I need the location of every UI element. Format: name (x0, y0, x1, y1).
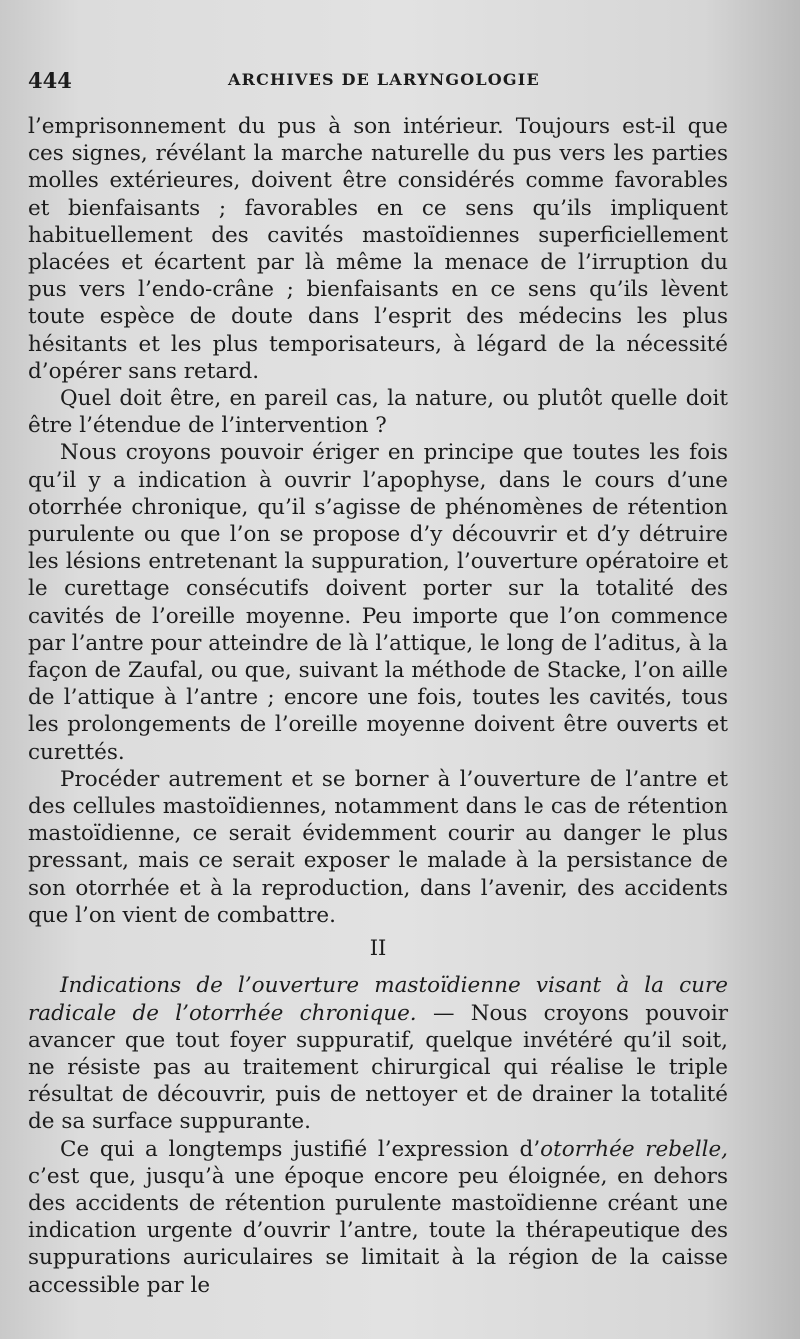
page-header (28, 68, 730, 92)
paragraph-6-text-b: c’est que, jusqu’à une époque encore peu éloignée, en dehors des accidents de rétention purulente mastoïdienne créant une indication urgente d’ouvrir l’antre, toute la thérapeutique des suppurations auriculaires se limitait à la région de la caisse accessible par le (28, 1163, 728, 1298)
paragraph-5-text: — Nous croyons pouvoir avancer que tout foyer suppuratif, quelque invétéré qu’il soit, ne résiste pas au traitement chirurgical qui réalise le triple résultat de découvrir, puis de nettoyer et de drainer la totalité de sa surface suppurante. (28, 1000, 728, 1135)
section-numeral: II (369, 936, 387, 961)
paragraph-1: l’emprisonnement du pus à son intérieur. Toujours est-il que ces signes, révélant la marche naturelle du pus vers les parties molles extérieures, doivent être considérés comme favorables et bienfaisants ; favorables en ce sens qu’ils impliquent habituellement des cavités mastoïdiennes superficiellement placées et écartent par là même la menace de l’irruption du pus vers l’endo-crâne ; bienfaisants en ce sens qu’ils lèvent toute espèce de doute dans l’esprit des médecins les plus hésitants et les plus temporisateurs, à légard de la nécessité d’opérer sans retard. (28, 114, 728, 384)
paragraph-6-italic: otorrhée rebelle, (540, 1136, 729, 1162)
paragraph-5 (28, 972, 728, 1135)
paragraph-2: Quel doit être, en pareil cas, la nature, ou plutôt quelle doit être l’étendue de l’intervention ? (28, 386, 728, 439)
paragraph-6-text-a: Ce qui a longtemps justifié l’expression d’ (60, 1136, 541, 1162)
paragraph-3: Nous croyons pouvoir ériger en principe que toutes les fois qu’il y a indication à ouvrir l’apophyse, dans le cours d’une otorrhée chronique, qu’il s’agisse de phénomènes de rétention purulente ou que l’on se propose d’y découvrir et d’y détruire les lésions entretenant la suppuration, l’ouverture opératoire et le curettage consécutifs doivent porter sur la totalité des cavités de l’oreille moyenne. Peu importe que l’on commence par l’antre pour atteindre de là l’attique, le long de l’aditus, à la façon de Zaufal, ou que, suivant la méthode de Stacke, l’on aille de l’attique à l’antre ; encore une fois, toutes les cavités, tous les prolongements de l’oreille moyenne doivent être ouverts et curettés. (28, 440, 728, 765)
body-text (28, 113, 728, 1299)
paragraph-4: Procéder autrement et se borner à l’ouverture de l’antre et des cellules mastoïdiennes, notamment dans le cas de rétention mastoïdienne, ce serait évidemment courir au danger le plus pressant, mais ce serait exposer le malade à la persistance de son otorrhée et à la reproduction, dans l’avenir, des accidents que l’on vient de combattre. (28, 766, 728, 928)
running-head: ARCHIVES DE LARYNGOLOGIE (228, 70, 540, 89)
section-heading: Indications de l’ouverture mastoïdienne visant à la cure radicale de l’otorrhée chronique. (28, 973, 728, 1026)
page-number: 444 (28, 68, 72, 93)
paragraph-6 (28, 1136, 728, 1299)
